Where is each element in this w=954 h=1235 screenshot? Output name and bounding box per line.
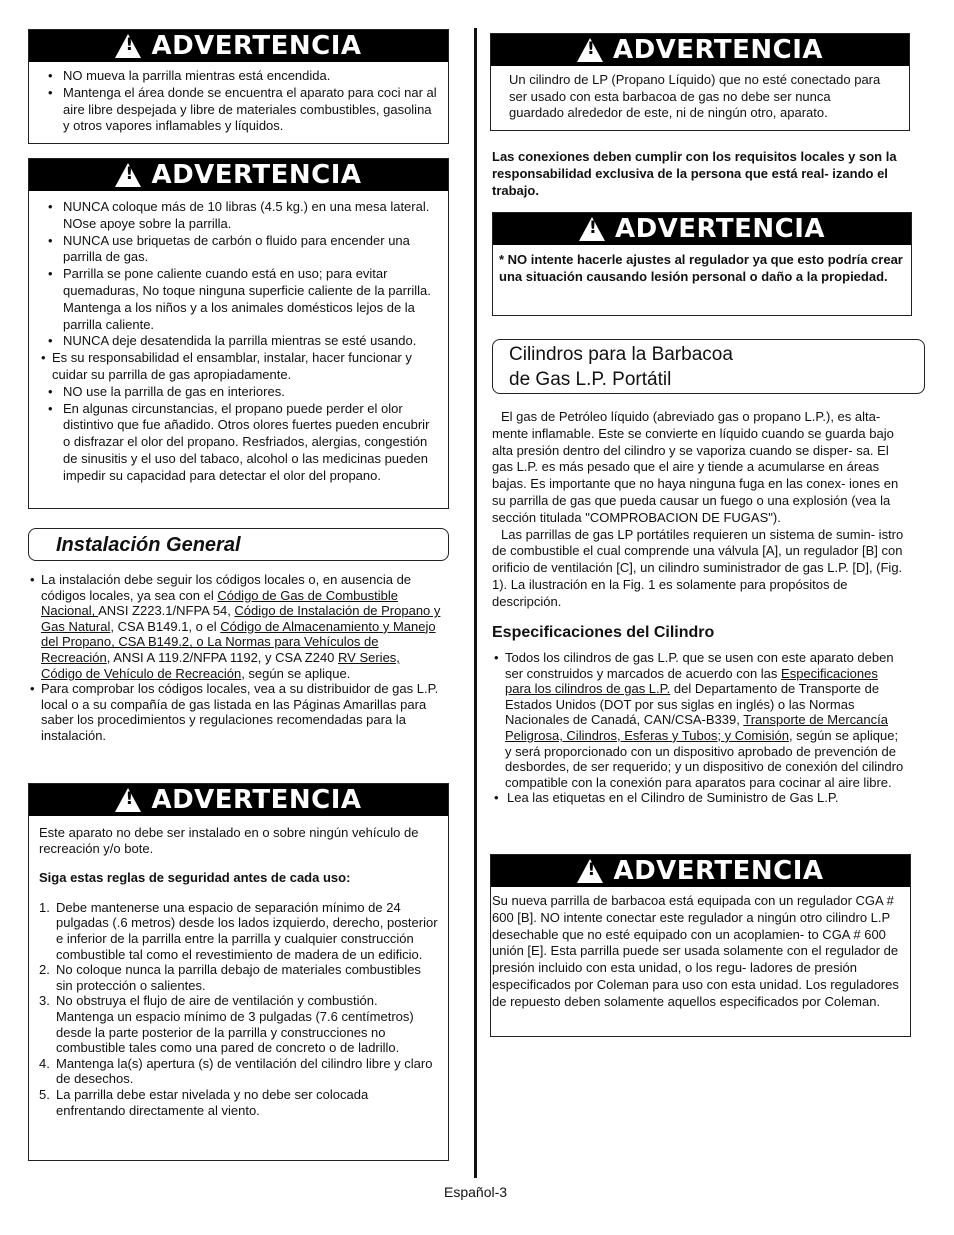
warning-triangle-icon <box>115 34 141 58</box>
page-number: Español-3 <box>444 1184 508 1200</box>
warning-box-safety <box>28 158 449 509</box>
list-item: • NO mueva la parrilla mientras está encendida. <box>39 68 438 85</box>
warning-header <box>491 855 910 887</box>
warning-title: ADVERTENCIA <box>613 856 824 886</box>
warning-title: ADVERTENCIA <box>151 160 362 190</box>
warning-box-cylinder-storage <box>490 33 910 131</box>
section-title: Instalación General <box>56 534 241 556</box>
paragraph: Las parrillas de gas LP portátiles requieren un sistema de sumin- istro de combustible el cual comprende una válvula [A], un regulador [B] con orificio de ventilación [C], un cilindro suministrador de gas L.P. [D], (Fig. 1). La ilustración en la Fig. 1 es solamente para propósitos de descripción. <box>492 526 904 609</box>
rule-item: 4. Mantenga la(s) apertura (s) de ventilación del cilindro libre y claro de desechos. <box>39 1055 433 1087</box>
list-item: • La instalación debe seguir los códigos locales o, en ausencia de códigos locales, ya sea con el Código de Gas de Combustible Nacional, ANSI Z223.1/NFPA 54, Código de Instalación de Propano y Gas Natural, CSA B149.1, o el Código de Almacenamiento y Manejo del Propano, CSA B149.2, o La Normas para Vehículos de Recreación, ANSI A 119.2/NFPA 1192, y CSA Z240 RV Series, Código de Vehículo de Recreación, según se aplique. <box>28 572 444 681</box>
warning-intro: Este aparato no debe ser instalado en o sobre ningún vehículo de recreación y/o bote. <box>39 825 419 856</box>
list-item: • NO use la parrilla de gas en interiores. <box>39 384 438 401</box>
warning-title: ADVERTENCIA <box>614 214 826 244</box>
list-item: • Lea las etiquetas en el Cilindro de Suministro de Gas L.P. <box>492 790 904 806</box>
warning-header <box>29 30 448 62</box>
spec-text <box>492 650 904 806</box>
section-title: Cilindros para la Barbacoa de Gas L.P. Portátil <box>509 344 733 390</box>
warning-title: ADVERTENCIA <box>151 31 362 61</box>
warning-header <box>29 159 448 191</box>
rules-title: Siga estas reglas de seguridad antes de cada uso: <box>39 870 351 886</box>
warning-header <box>491 34 909 66</box>
warning-list <box>39 199 438 485</box>
warning-box-regulator <box>492 212 912 316</box>
list-item: • Para comprobar los códigos locales, vea a su distribuidor de gas L.P. local o a su compañía de gas listada en las Páginas Amarillas para saber los procedimientos y regulaciones recomendadas para la instalación. <box>28 681 444 743</box>
rule-item: 5. La parrilla debe estar nivelada y no debe ser colocada enfrentando directamente al viento. <box>39 1086 369 1118</box>
warning-triangle-icon <box>115 788 141 812</box>
warning-header <box>493 213 911 245</box>
list-item: • NUNCA coloque más de 10 libras (4.5 kg.) en una mesa lateral. NOse apoye sobre la parrilla. <box>39 199 438 233</box>
paragraph: El gas de Petróleo líquido (abreviado gas o propano L.P.), es alta- mente inflamable. Este se convierte en líquido cuando se guarda bajo alta presión dentro del cilindro y se vaporiza cuando se disper- sa. El gas L.P. es más pesado que el aire y tiende a acumularse en áreas bajas. Es importante que no haya ninguna fuga en las conex- iones en su parrilla de gas que pueda causar un fuego o una explosión (vea la sección titulada "COMPROBACION DE FUGAS"). <box>492 409 899 525</box>
list-item: • Mantenga el área donde se encuentra el aparato para coci nar al aire libre despejada y libre de materiales combustibles, gasolina y otros vapores inflamables y líquidos. <box>39 85 438 135</box>
list-item: • NUNCA deje desatendida la parrilla mientras se esté usando. <box>39 333 438 350</box>
rule-item: 1. Debe mantenerse una espacio de separación mínimo de 24 pulgadas (.6 metros) desde los lados izquierdo, derecho, posterior e inferior de la parrilla entre la parrilla y cualquier construcción combustible tal como el revestimiento de madera de un edificio. <box>39 899 438 962</box>
installation-text <box>28 572 444 744</box>
rule-item: 2. No coloque nunca la parrilla debajo de materiales combustibles sin protección o salientes. <box>39 962 421 993</box>
rule-item: 3. No obstruya el flujo de aire de ventilación y combustión. Mantenga un espacio mínimo de 3 pulgadas (7.6 centímetros) desde la parte posterior de la parrilla y construcciones no combustible tales como una pared de concreto o de ladrillo. <box>39 993 414 1056</box>
warning-triangle-icon <box>577 38 603 62</box>
warning-header <box>29 784 448 816</box>
warning-box-cga600 <box>490 854 911 1037</box>
cylinders-text <box>492 409 913 611</box>
warning-text: * NO intente hacerle ajustes al regulador ya que esto podría crear una situación causando lesión personal o daño a la propiedad. <box>499 252 903 284</box>
list-item: • Parrilla se pone caliente cuando está en uso; para evitar quemaduras, No toque ninguna superficie caliente de la parrilla. Mantenga a los niños y a los animales domésticos lejos de la parrilla caliente. <box>39 266 438 333</box>
column-divider <box>474 28 477 1178</box>
list-item: • NUNCA use briquetas de carbón o fluido para encender una parrilla de gas. <box>39 233 438 267</box>
list-item: • Todos los cilindros de gas L.P. que se usen con este aparato deben ser construidos y marcados de acuerdo con las Especificaciones para los cilindros de gas L.P. del Departamento de Transporte de Estados Unidos (DOT por sus siglas en inglés) o las Normas Nacionales de Canadá, CAN/CSA-B339, Transporte de Mercancía Peligrosa, Cilindros, Esferas y Tubos; y Comisión, según se aplique; y será proporcionado con un dispositivo aprobado de prevención de desbordes, de ser requerido; y un dispositivo de conexión del cilindro compatible con la conexión para aparatos para cocinar al aire libre. <box>492 650 904 790</box>
list-item: • Es su responsabilidad el ensamblar, instalar, hacer funcionar y cuidar su parrilla de gas apropiadamente. <box>39 350 438 384</box>
section-heading-installation <box>28 528 449 561</box>
warning-box-grill-operation <box>28 29 449 144</box>
connections-note: Las conexiones deben cumplir con los requisitos locales y son la responsabilidad exclusiva de la persona que está real- izando el trabajo. <box>492 149 897 198</box>
warning-text: Un cilindro de LP (Propano Líquido) que no esté conectado para ser usado con esta barbacoa de gas no debe ser nunca guardado alrededor de este, ni de ningún otro, aparato. <box>509 72 881 120</box>
warning-text: Su nueva parrilla de barbacoa está equipada con un regulador CGA # 600 [B]. NO intente conectar este regulador a ningún otro cilindro L.P desechable que no esté equipado con un acoplamien- to CGA # 600 unión [E]. Esta parrilla puede ser usada solamente con el regulador de presión incluido con esta unidad, o los regu- ladores de presión especificados por Coleman para uso con esta unidad. Los reguladores de repuesto deben solamente aquellos especificados por Coleman. <box>492 893 899 1009</box>
warning-triangle-icon <box>579 217 605 241</box>
warning-triangle-icon <box>577 859 603 883</box>
list-item: • En algunas circunstancias, el propano puede perder el olor distintivo que fue añadido. Otros olores fuertes pueden encubrir o disfrazar el olor del propano. Resfriados, alergias, congestión de sinusitis y el uso del tabaco, alcohol o las medicinas pueden impedir su capacidad para detectar el olor del propano. <box>39 401 438 485</box>
warning-title: ADVERTENCIA <box>151 785 362 815</box>
warning-list <box>39 68 438 135</box>
spec-title: Especificaciones del Cilindro <box>492 624 715 641</box>
warning-box-installation-rules <box>28 783 449 1161</box>
warning-triangle-icon <box>115 163 141 187</box>
rules-list <box>39 900 438 1118</box>
warning-title: ADVERTENCIA <box>612 35 824 65</box>
section-heading-cylinders <box>492 339 925 394</box>
